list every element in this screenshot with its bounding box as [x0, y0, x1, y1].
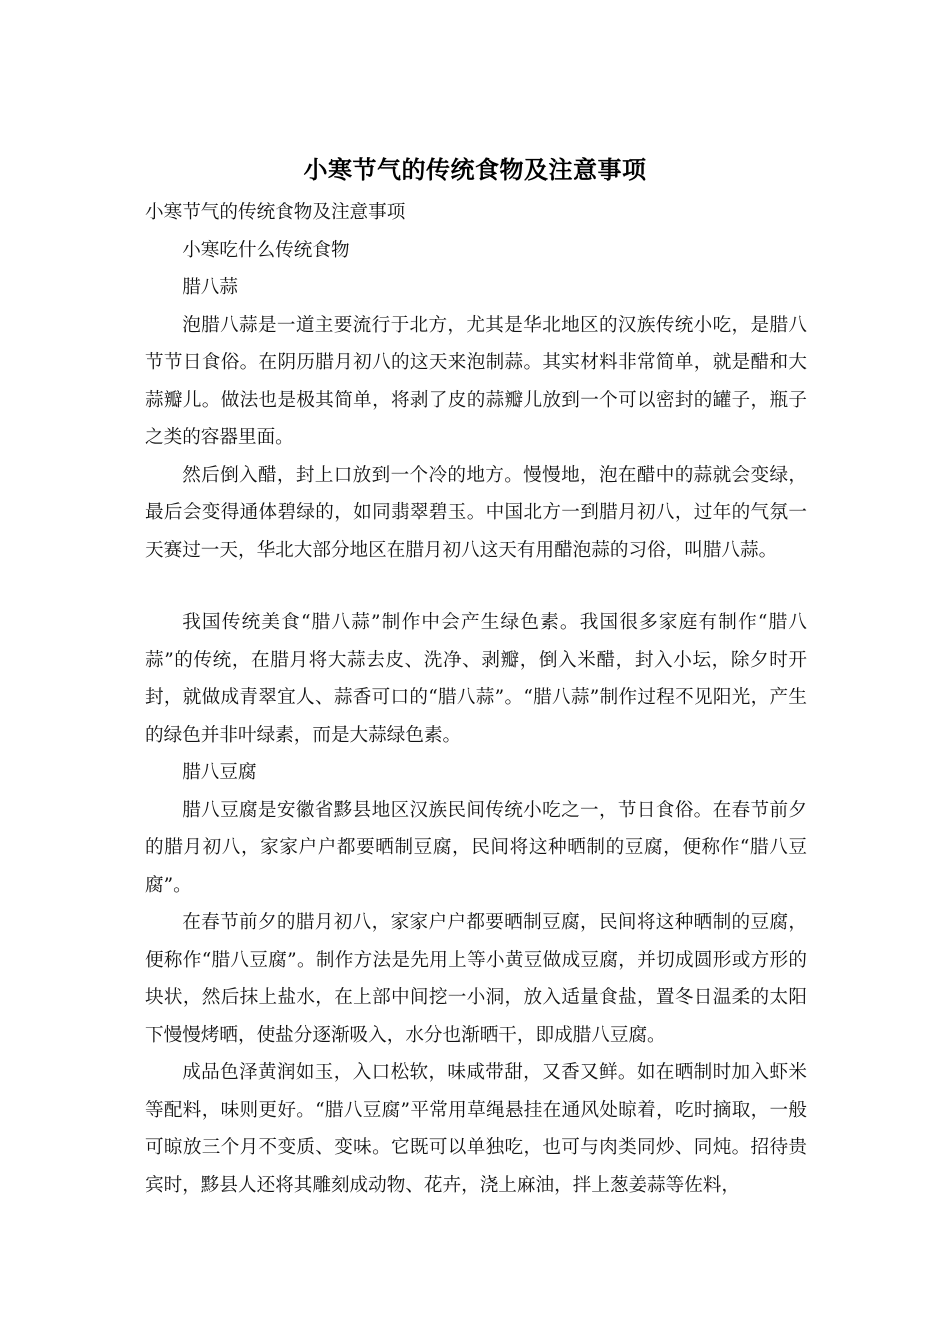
body-paragraph: 腊八豆腐是安徽省黟县地区汉族民间传统小吃之一，节日食俗。在春节前夕的腊月初八，家家户户都要晒制豆腐，民间将这种晒制的豆腐，便称作“腊八豆腐”。	[145, 799, 807, 896]
body-paragraph: 泡腊八蒜是一道主要流行于北方，尤其是华北地区的汉族传统小吃，是腊八节节日食俗。在阴历腊月初八的这天来泡制蒜。其实材料非常简单，就是醋和大蒜瓣儿。做法也是极其简单，将剥了皮的蒜瓣儿放到一个可以密封的罐子，瓶子之类的容器里面。	[145, 314, 807, 448]
body-paragraph: 成品色泽黄润如玉，入口松软，味咸带甜，又香又鲜。如在晒制时加入虾米等配料，味则更好。“腊八豆腐”平常用草绳悬挂在通风处晾着，吃时摘取，一般可晾放三个月不变质、变味。它既可以单独吃，也可与肉类同炒、同炖。招待贵宾时，黟县人还将其雕刻成动物、花卉，浇上麻油，拌上葱姜蒜等佐料，	[145, 1062, 807, 1196]
document-body	[145, 194, 807, 1204]
section-heading-laba-tofu: 腊八豆腐	[182, 762, 257, 783]
body-paragraph: 在春节前夕的腊月初八，家家户户都要晒制豆腐，民间将这种晒制的豆腐，便称作“腊八豆腐”。制作方法是先用上等小黄豆做成豆腐，并切成圆形或方形的块状，然后抹上盐水，在上部中间挖一小洞，放入适量食盐，置冬日温柔的太阳下慢慢烤晒，使盐分逐渐吸入，水分也渐晒干，即成腊八豆腐。	[145, 912, 807, 1046]
document-title: 小寒节气的传统食物及注意事项	[303, 156, 647, 184]
section-heading-traditional-food: 小寒吃什么传统食物	[182, 239, 350, 261]
section-heading-laba-garlic: 腊八蒜	[182, 277, 238, 298]
body-paragraph: 然后倒入醋，封上口放到一个冷的地方。慢慢地，泡在醋中的蒜就会变绿，最后会变得通体碧绿的，如同翡翠碧玉。中国北方一到腊月初八，过年的气氛一天赛过一天，华北大部分地区在腊月初八这天有用醋泡蒜的习俗，叫腊八蒜。	[145, 464, 807, 561]
body-paragraph: 我国传统美食“腊八蒜”制作中会产生绿色素。我国很多家庭有制作“腊八蒜”的传统，在腊月将大蒜去皮、洗净、剥瓣，倒入米醋，封入小坛，除夕时开封，就做成青翠宜人、蒜香可口的“腊八蒜”。“腊八蒜”制作过程不见阳光，产生的绿色并非叶绿素，而是大蒜绿色素。	[145, 612, 807, 746]
subtitle-paragraph: 小寒节气的传统食物及注意事项	[145, 202, 406, 223]
